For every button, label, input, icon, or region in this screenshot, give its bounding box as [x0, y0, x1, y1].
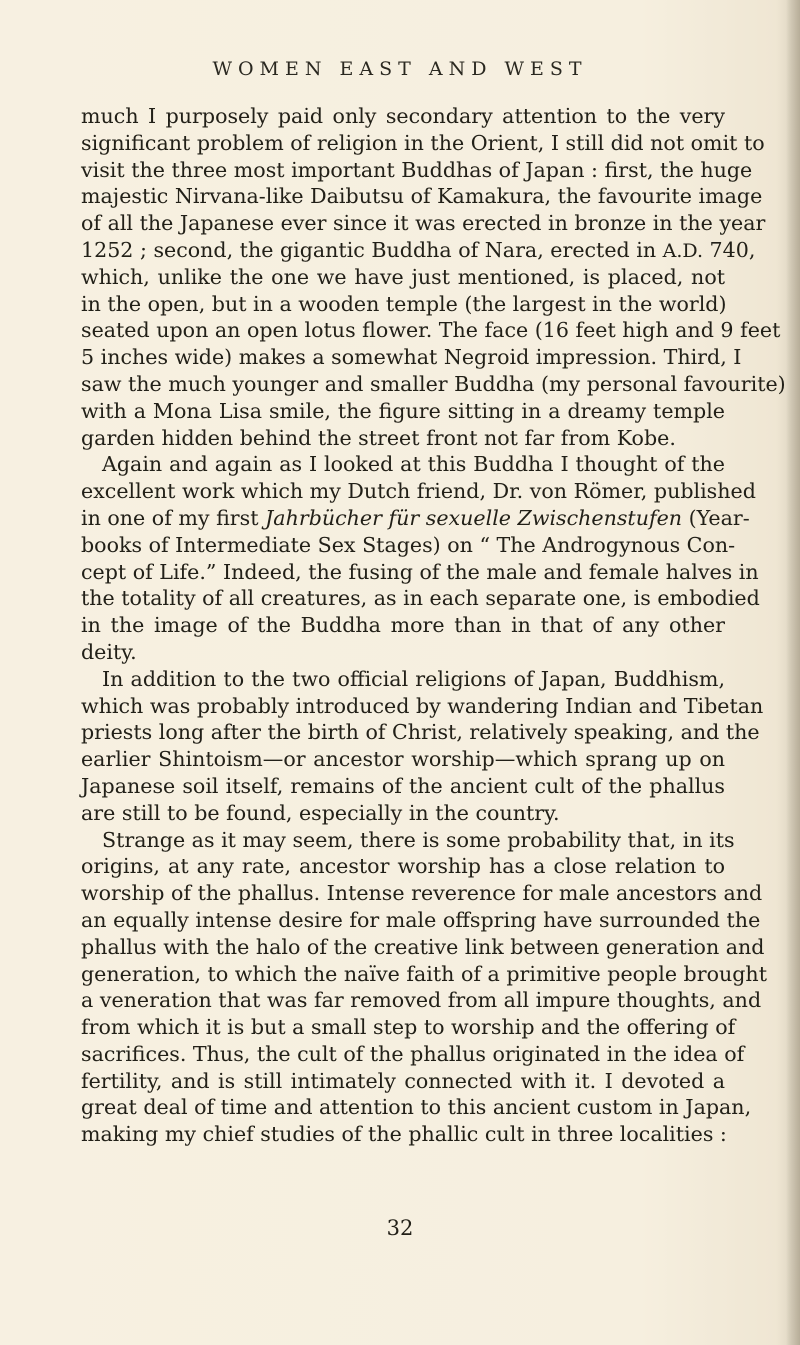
text-line: with a Mona Lisa smile, the figure sitting in a dreamy temple	[81, 398, 725, 423]
text-line: an equally intense desire for male offspring have surrounded the	[81, 907, 761, 932]
text-line: much I purposely paid only secondary attention to the very	[81, 104, 725, 128]
text-line: seated upon an open lotus flower. The face (16 feet high and 9 feet	[81, 318, 781, 343]
text-line: Strange as it may seem, there is some probability that, in its	[102, 827, 735, 852]
text-line: the totality of all creatures, as in each separate one, is embodied	[81, 586, 760, 611]
page-edge-shadow	[786, 0, 800, 1345]
running-title: WOMEN EAST AND WEST	[212, 58, 588, 80]
body-text	[81, 103, 786, 1148]
text-line: priests long after the birth of Christ, relatively speaking, and the	[81, 720, 760, 745]
text-line: 1252 ; second, the gigantic Buddha of Nara, erected in A.D. 740,	[81, 237, 756, 262]
text-line: are still to be found, especially in the country.	[81, 800, 560, 825]
text-line: which, unlike the one we have just mentioned, is placed, not	[81, 264, 725, 289]
italic-title: Jahrbücher für sexuelle Zwischenstufen	[265, 505, 683, 530]
text-line: 5 inches wide) makes a somewhat Negroid impression. Third, I	[81, 345, 742, 370]
text-line: from which it is but a small step to worship and the offering of	[81, 1015, 736, 1040]
text-line: significant problem of religion in the Orient, I still did not omit to	[81, 130, 765, 155]
text-line: in the open, but in a wooden temple (the largest in the world)	[81, 291, 727, 316]
text-line: a veneration that was far removed from all impure thoughts, and	[81, 988, 762, 1013]
text-line: generation, to which the naïve faith of a primitive people brought	[81, 961, 767, 986]
text-line: of all the Japanese ever since it was erected in bronze in the year	[81, 211, 766, 236]
text-line: making my chief studies of the phallic cult in three localities :	[81, 1122, 727, 1147]
text-line: garden hidden behind the street front not far from Kobe.	[81, 425, 676, 450]
text-line: majestic Nirvana-like Daibutsu of Kamakura, the favourite image	[81, 184, 763, 209]
text-line: Again and again as I looked at this Buddha I thought of the	[102, 452, 725, 477]
text-line: great deal of time and attention to this ancient custom in Japan,	[81, 1095, 752, 1120]
text-line: phallus with the halo of the creative link between generation and	[81, 934, 765, 959]
small-caps-text: A.D.	[662, 239, 704, 262]
text-line: excellent work which my Dutch friend, Dr. von Römer, published	[81, 479, 756, 504]
text-line: visit the three most important Buddhas of Japan : first, the huge	[81, 157, 753, 182]
text-line: in one of my first Jahrbücher für sexuelle Zwischenstufen (Year-	[81, 505, 750, 530]
text-line: which was probably introduced by wandering Indian and Tibetan	[81, 693, 764, 718]
text-line: origins, at any rate, ancestor worship has a close relation to	[81, 854, 725, 879]
text-line: saw the much younger and smaller Buddha (my personal favourite)	[81, 371, 786, 396]
text-line: In addition to the two official religions of Japan, Buddhism,	[102, 666, 725, 691]
text-line: books of Intermediate Sex Stages) on “ The Androgynous Con-	[81, 532, 736, 557]
text-line: deity.	[81, 639, 137, 664]
text-line: earlier Shintoism—or ancestor worship—which sprang up on	[81, 747, 725, 772]
text-line: cept of Life.” Indeed, the fusing of the male and female halves in	[81, 559, 759, 584]
text-line: worship of the phallus. Intense reverence for male ancestors and	[81, 881, 763, 906]
page-number: 32	[386, 1216, 414, 1240]
text-line: in the image of the Buddha more than in that of any other	[81, 613, 725, 638]
text-line: sacrifices. Thus, the cult of the phallus originated in the idea of	[81, 1041, 745, 1066]
text-line: Japanese soil itself, remains of the ancient cult of the phallus	[81, 773, 725, 798]
text-line: fertility, and is still intimately connected with it. I devoted a	[81, 1068, 725, 1093]
